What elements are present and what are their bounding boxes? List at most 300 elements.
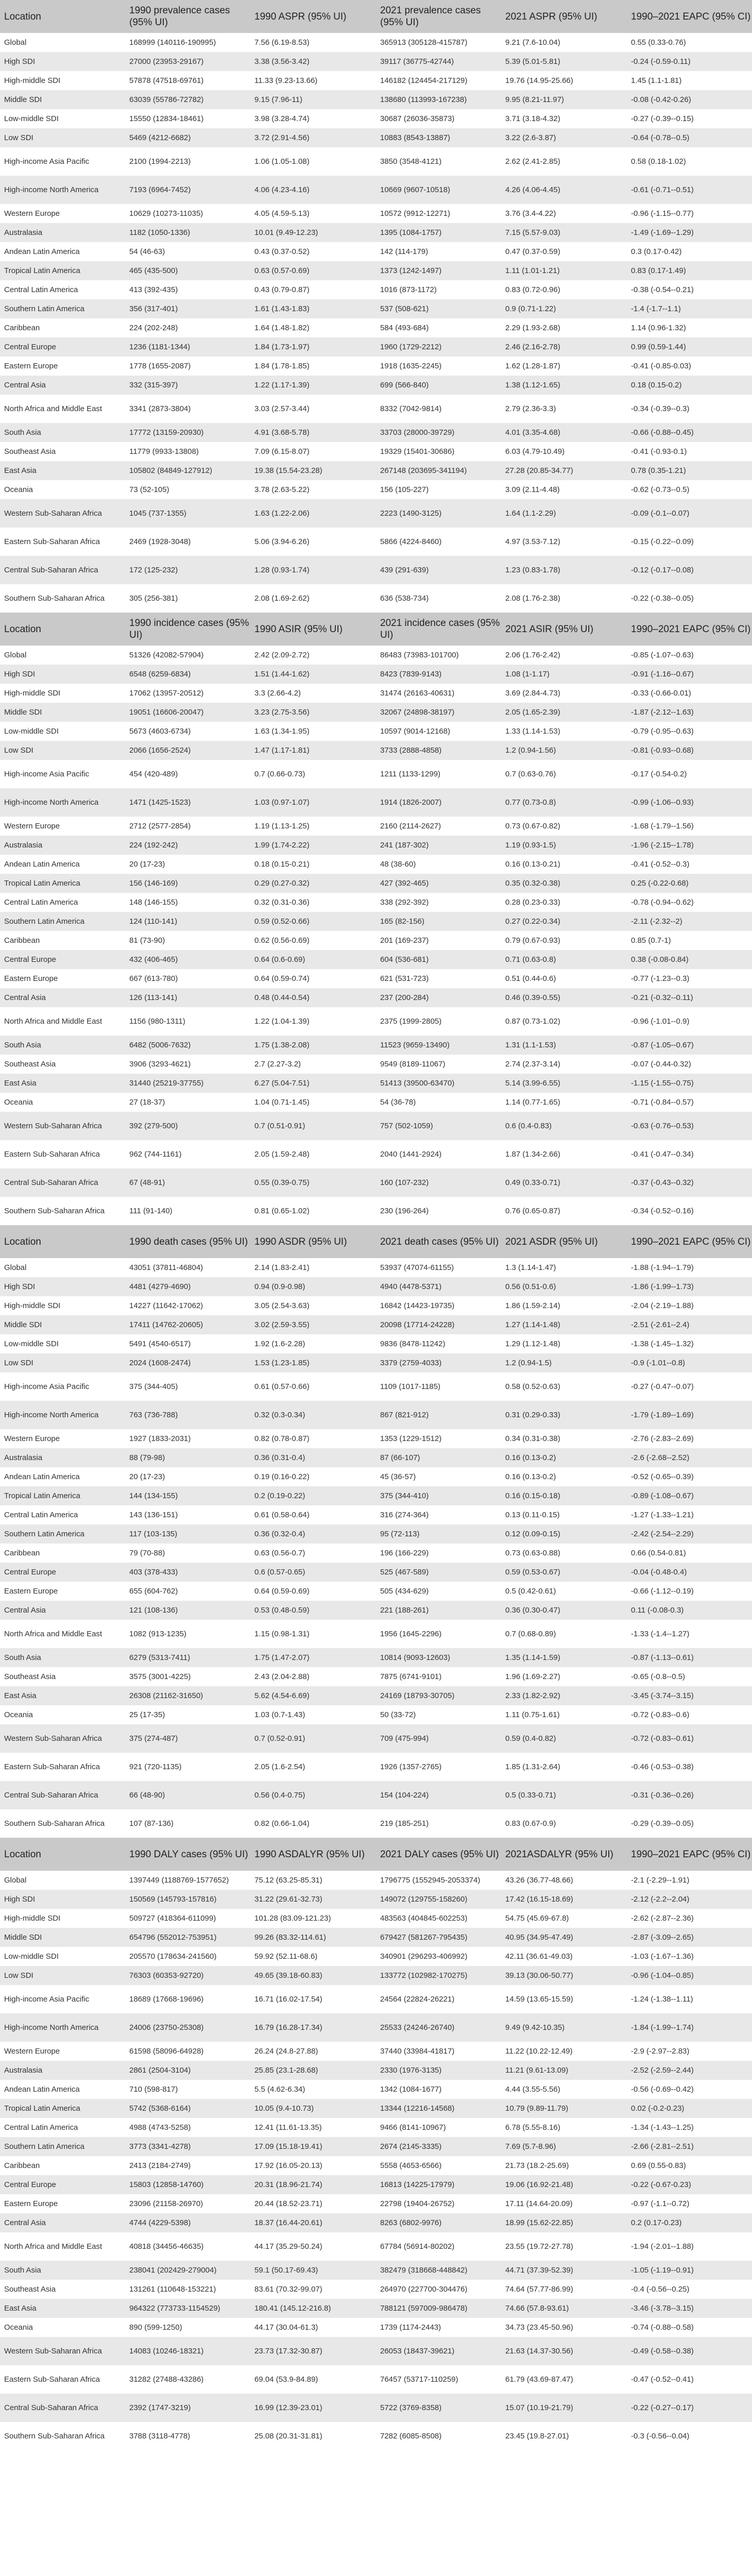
table-row — [0, 1036, 752, 1055]
value-cell: 180.41 (145.12-216.8) — [254, 2303, 331, 2313]
value-cell: 19329 (15401-30686) — [380, 447, 455, 456]
location-cell: Tropical Latin America — [4, 878, 80, 888]
value-cell: 0.81 (0.65-1.02) — [254, 1206, 310, 1215]
value-cell: 0.83 (0.72-0.96) — [505, 285, 560, 294]
value-cell: 1.11 (0.75-1.61) — [505, 1710, 560, 1719]
location-cell: Southern Latin America — [4, 304, 84, 313]
value-cell: 1.14 (0.77-1.65) — [505, 1097, 560, 1107]
location-cell: High SDI — [4, 1894, 36, 1904]
value-cell: 219 (185-251) — [380, 1819, 429, 1828]
value-cell: -0.81 (-0.93--0.68) — [631, 745, 694, 755]
value-cell: 15.07 (10.19-21.79) — [505, 2403, 573, 2412]
value-cell: 4.26 (4.06-4.45) — [505, 185, 560, 194]
location-cell: Southern Latin America — [4, 1529, 84, 1538]
value-cell: -0.34 (-0.39--0.3) — [631, 404, 690, 413]
value-cell: -0.27 (-0.39--0.15) — [631, 114, 694, 123]
value-cell: 1.2 (0.94-1.56) — [505, 745, 556, 755]
value-cell: 10883 (8543-13887) — [380, 133, 450, 142]
value-cell: 21.63 (14.37-30.56) — [505, 2346, 573, 2355]
location-cell: East Asia — [4, 2303, 37, 2313]
value-cell: 1926 (1357-2765) — [380, 1762, 442, 1771]
table-row — [0, 2137, 752, 2156]
value-cell: 1.45 (1.1-1.81) — [631, 76, 682, 85]
header-col-2021-cases: 2021 death cases (95% UI) — [380, 1236, 499, 1247]
value-cell: 2.33 (1.82-2.92) — [505, 1691, 560, 1700]
table-row — [0, 1947, 752, 1966]
value-cell: 6548 (6259-6834) — [129, 669, 191, 679]
value-cell: 3.05 (2.54-3.63) — [254, 1301, 310, 1310]
value-cell: 95 (72-113) — [380, 1529, 420, 1538]
table-row — [0, 760, 752, 788]
value-cell: 105802 (84849-127912) — [129, 466, 212, 475]
value-cell: 165 (82-156) — [380, 917, 424, 926]
value-cell: 0.32 (0.3-0.34) — [254, 1410, 305, 1419]
table-row — [0, 1334, 752, 1353]
value-cell: 126 (113-141) — [129, 993, 178, 1002]
value-cell: -0.96 (-1.15--0.77) — [631, 209, 694, 218]
value-cell: 757 (502-1059) — [380, 1121, 433, 1130]
header-col-eapc: 1990–2021 EAPC (95% CI) — [631, 1849, 751, 1860]
value-cell: 221 (188-261) — [380, 1605, 429, 1615]
value-cell: 24006 (23750-25308) — [129, 2023, 204, 2032]
value-cell: 241 (187-302) — [380, 840, 429, 850]
value-cell: -0.34 (-0.52--0.16) — [631, 1206, 694, 1215]
table-row — [0, 1074, 752, 1093]
location-cell: Low SDI — [4, 133, 33, 142]
table-row — [0, 1724, 752, 1753]
table-row — [0, 2394, 752, 2422]
value-cell: -0.99 (-1.06--0.93) — [631, 798, 694, 807]
value-cell: 788121 (597009-986478) — [380, 2303, 468, 2313]
value-cell: -2.9 (-2.97--2.83) — [631, 2046, 690, 2056]
table-row — [0, 2080, 752, 2099]
value-cell: 81 (73-90) — [129, 936, 165, 945]
value-cell: 224 (192-242) — [129, 840, 178, 850]
value-cell: 51413 (39500-63470) — [380, 1078, 455, 1088]
value-cell: 0.7 (0.63-0.76) — [505, 769, 556, 778]
value-cell: 1927 (1833-2031) — [129, 1434, 191, 1443]
location-cell: Caribbean — [4, 2161, 40, 2170]
location-cell: High-middle SDI — [4, 1913, 61, 1923]
value-cell: -0.97 (-1.1--0.72) — [631, 2199, 690, 2208]
table-row — [0, 1315, 752, 1334]
value-cell: 26.24 (24.8-27.88) — [254, 2046, 318, 2056]
location-cell: High SDI — [4, 57, 36, 66]
value-cell: 2.46 (2.16-2.78) — [505, 342, 560, 351]
value-cell: 5866 (4224-8460) — [380, 537, 442, 546]
value-cell: 1.22 (1.04-1.39) — [254, 1016, 310, 1026]
value-cell: -0.87 (-1.13--0.61) — [631, 1653, 694, 1662]
value-cell: 138680 (113993-167238) — [380, 95, 467, 104]
value-cell: 375 (274-487) — [129, 1734, 178, 1743]
value-cell: 0.43 (0.79-0.87) — [254, 285, 310, 294]
table-row — [0, 950, 752, 969]
table-row — [0, 1353, 752, 1372]
value-cell: 1.08 (1-1.17) — [505, 669, 550, 679]
value-cell: 2.79 (2.36-3.3) — [505, 404, 556, 413]
value-cell: 75.12 (63.25-85.31) — [254, 1875, 322, 1885]
table-row — [0, 1055, 752, 1074]
location-cell: Central Sub-Saharan Africa — [4, 565, 98, 574]
value-cell: 0.94 (0.9-0.98) — [254, 1282, 305, 1291]
value-cell: 338 (292-392) — [380, 897, 429, 907]
location-cell: South Asia — [4, 1653, 41, 1662]
value-cell: 48 (38-60) — [380, 859, 416, 869]
value-cell: 0.59 (0.53-0.67) — [505, 1567, 560, 1577]
value-cell: 1471 (1425-1523) — [129, 798, 191, 807]
value-cell: 0.55 (0.39-0.75) — [254, 1178, 310, 1187]
value-cell: 0.58 (0.52-0.63) — [505, 1382, 560, 1391]
value-cell: 0.25 (-0.22-0.68) — [631, 878, 689, 888]
location-cell: Southeast Asia — [4, 447, 56, 456]
value-cell: 0.99 (0.59-1.44) — [631, 342, 686, 351]
value-cell: 5469 (4212-6682) — [129, 133, 191, 142]
value-cell: 16842 (14423-19735) — [380, 1301, 455, 1310]
value-cell: 2.06 (1.76-2.42) — [505, 650, 560, 659]
location-cell: Eastern Sub-Saharan Africa — [4, 1762, 100, 1771]
location-cell: Oceania — [4, 485, 33, 494]
value-cell: 1182 (1050-1336) — [129, 228, 191, 237]
table-row — [0, 176, 752, 204]
location-cell: Central Asia — [4, 1605, 46, 1615]
value-cell: 2.42 (2.09-2.72) — [254, 650, 310, 659]
value-cell: 1960 (1729-2212) — [380, 342, 442, 351]
value-cell: 12.41 (11.61-13.35) — [254, 2123, 322, 2132]
value-cell: -0.62 (-0.73--0.5) — [631, 485, 690, 494]
value-cell: 1.85 (1.31-2.64) — [505, 1762, 560, 1771]
value-cell: 4.97 (3.53-7.12) — [505, 537, 560, 546]
value-cell: -1.94 (-2.01--1.88) — [631, 2242, 694, 2251]
value-cell: 655 (604-762) — [129, 1586, 178, 1596]
value-cell: 0.49 (0.33-0.71) — [505, 1178, 560, 1187]
value-cell: 146182 (124454-217129) — [380, 76, 468, 85]
value-cell: 1914 (1826-2007) — [380, 798, 442, 807]
value-cell: 18.37 (16.44-20.61) — [254, 2218, 322, 2227]
location-cell: East Asia — [4, 1078, 37, 1088]
value-cell: 375 (344-405) — [129, 1382, 178, 1391]
value-cell: 86483 (73983-101700) — [380, 650, 459, 659]
value-cell: 0.73 (0.67-0.82) — [505, 821, 560, 831]
value-cell: 1.03 (0.7-1.43) — [254, 1710, 305, 1719]
table-row — [0, 1648, 752, 1667]
value-cell: 67 (48-91) — [129, 1178, 165, 1187]
value-cell: 0.36 (0.30-0.47) — [505, 1605, 560, 1615]
value-cell: -0.3 (-0.56--0.04) — [631, 2431, 690, 2441]
table-row — [0, 1258, 752, 1277]
value-cell: 2.05 (1.65-2.39) — [505, 707, 560, 717]
value-cell: 0.56 (0.4-0.75) — [254, 1790, 305, 1800]
value-cell: 1.63 (1.22-2.06) — [254, 509, 310, 518]
value-cell: -2.6 (-2.68--2.52) — [631, 1453, 690, 1462]
value-cell: 1.92 (1.6-2.28) — [254, 1339, 305, 1348]
value-cell: 17.42 (16.15-18.69) — [505, 1894, 573, 1904]
value-cell: 2100 (1994-2213) — [129, 157, 191, 166]
value-cell: 0.83 (0.17-1.49) — [631, 266, 686, 275]
value-cell: 1082 (913-1235) — [129, 1629, 186, 1638]
value-cell: 44.71 (37.39-52.39) — [505, 2265, 573, 2275]
value-cell: 1.35 (1.14-1.59) — [505, 1653, 560, 1662]
table-row — [0, 2280, 752, 2299]
table-row — [0, 1601, 752, 1620]
section-header-row — [0, 1838, 752, 1871]
value-cell: 1373 (1242-1497) — [380, 266, 442, 275]
value-cell: 1796775 (1552945-2053374) — [380, 1875, 481, 1885]
value-cell: 172 (125-232) — [129, 565, 178, 574]
location-cell: Low-middle SDI — [4, 726, 59, 736]
value-cell: 10.05 (9.4-10.73) — [254, 2104, 314, 2113]
value-cell: -0.41 (-0.85-0.03) — [631, 361, 691, 370]
value-cell: 0.35 (0.32-0.38) — [505, 878, 560, 888]
value-cell: 2861 (2504-3104) — [129, 2065, 191, 2075]
value-cell: 0.7 (0.68-0.89) — [505, 1629, 556, 1638]
value-cell: 59.92 (52.11-68.6) — [254, 1952, 318, 1961]
value-cell: 375 (344-410) — [380, 1491, 429, 1500]
value-cell: 10814 (9093-12603) — [380, 1653, 450, 1662]
value-cell: -2.51 (-2.61--2.4) — [631, 1320, 690, 1329]
value-cell: 83.61 (70.32-99.07) — [254, 2284, 322, 2294]
value-cell: 11.33 (9.23-13.66) — [254, 76, 318, 85]
value-cell: -1.4 (-1.7--1.1) — [631, 304, 681, 313]
location-cell: Eastern Europe — [4, 2199, 58, 2208]
value-cell: -0.96 (-1.04--0.85) — [631, 1971, 694, 1980]
value-cell: 709 (475-994) — [380, 1734, 429, 1743]
value-cell: 37440 (33984-41817) — [380, 2046, 455, 2056]
value-cell: 2.74 (2.37-3.14) — [505, 1059, 560, 1069]
value-cell: 1.87 (1.34-2.66) — [505, 1149, 560, 1159]
location-cell: Central Sub-Saharan Africa — [4, 1790, 98, 1800]
value-cell: 4744 (4229-5398) — [129, 2218, 191, 2227]
location-cell: Central Latin America — [4, 897, 78, 907]
location-cell: Low SDI — [4, 1358, 33, 1367]
value-cell: 1.84 (1.78-1.85) — [254, 361, 310, 370]
table-row — [0, 33, 752, 52]
value-cell: 1.53 (1.23-1.85) — [254, 1358, 310, 1367]
header-col-eapc: 1990–2021 EAPC (95% CI) — [631, 623, 751, 635]
value-cell: -0.31 (-0.36--0.26) — [631, 1790, 694, 1800]
table-row — [0, 722, 752, 741]
location-cell: Central Asia — [4, 2218, 46, 2227]
value-cell: 0.7 (0.52-0.91) — [254, 1734, 305, 1743]
table-row — [0, 855, 752, 874]
value-cell: -0.15 (-0.22--0.09) — [631, 537, 694, 546]
table-row — [0, 1781, 752, 1809]
location-cell: Central Latin America — [4, 1510, 78, 1519]
value-cell: 699 (566-840) — [380, 380, 429, 389]
value-cell: -0.24 (-0.59-0.11) — [631, 57, 691, 66]
value-cell: 1156 (980-1311) — [129, 1016, 185, 1026]
table-row — [0, 665, 752, 684]
location-cell: Global — [4, 38, 27, 47]
header-col-eapc: 1990–2021 EAPC (95% CI) — [631, 1236, 751, 1247]
value-cell: 7193 (6964-7452) — [129, 185, 191, 194]
value-cell: 27000 (23953-29167) — [129, 57, 204, 66]
value-cell: 224 (202-248) — [129, 323, 178, 332]
table-row — [0, 1168, 752, 1197]
location-cell: Global — [4, 1875, 27, 1885]
value-cell: 4.01 (3.35-4.68) — [505, 428, 560, 437]
table-row — [0, 2013, 752, 2042]
location-cell: Middle SDI — [4, 707, 42, 717]
value-cell: 15550 (12834-18461) — [129, 114, 204, 123]
value-cell: 0.71 (0.63-0.8) — [505, 955, 556, 964]
value-cell: 2392 (1747-3219) — [129, 2403, 191, 2412]
value-cell: 365913 (305128-415787) — [380, 38, 468, 47]
value-cell: 121 (108-136) — [129, 1605, 178, 1615]
value-cell: 1.33 (1.14-1.53) — [505, 726, 560, 736]
location-cell: High-middle SDI — [4, 1301, 61, 1310]
value-cell: -2.66 (-2.81--2.51) — [631, 2142, 694, 2151]
table-row — [0, 52, 752, 71]
table-row — [0, 1544, 752, 1563]
value-cell: 7.15 (5.57-9.03) — [505, 228, 560, 237]
location-cell: High-income North America — [4, 798, 99, 807]
value-cell: 2330 (1976-3135) — [380, 2065, 442, 2075]
value-cell: 1956 (1645-2296) — [380, 1629, 442, 1638]
value-cell: 0.63 (0.56-0.7) — [254, 1548, 305, 1557]
table-row — [0, 2337, 752, 2365]
value-cell: 10597 (9014-12168) — [380, 726, 450, 736]
location-cell: Western Sub-Saharan Africa — [4, 509, 102, 518]
value-cell: 0.9 (0.71-1.22) — [505, 304, 556, 313]
location-cell: Andean Latin America — [4, 2084, 80, 2094]
table-row — [0, 1486, 752, 1505]
value-cell: -0.41 (-0.47--0.34) — [631, 1149, 694, 1159]
table-row — [0, 1985, 752, 2013]
location-cell: Southeast Asia — [4, 2284, 56, 2294]
table-row — [0, 1966, 752, 1985]
value-cell: -0.89 (-1.08--0.67) — [631, 1491, 694, 1500]
table-row — [0, 1296, 752, 1315]
value-cell: 0.16 (0.13-0.2) — [505, 1472, 556, 1481]
value-cell: 2.05 (1.59-2.48) — [254, 1149, 310, 1159]
value-cell: 7.56 (6.19-8.53) — [254, 38, 310, 47]
header-col-1990-cases: 1990 death cases (95% UI) — [129, 1236, 248, 1247]
value-cell: 54.75 (45.69-67.8) — [505, 1913, 569, 1923]
table-row — [0, 1140, 752, 1168]
value-cell: 1.03 (0.97-1.07) — [254, 798, 310, 807]
value-cell: 99.26 (83.32-114.61) — [254, 1933, 326, 1942]
table-row — [0, 461, 752, 480]
location-cell: Low-middle SDI — [4, 1952, 59, 1961]
value-cell: 3.76 (3.4-4.22) — [505, 209, 556, 218]
value-cell: -2.11 (-2.32--2) — [631, 917, 682, 926]
value-cell: 0.28 (0.23-0.33) — [505, 897, 560, 907]
location-cell: Low SDI — [4, 745, 33, 755]
value-cell: 8423 (7839-9143) — [380, 669, 442, 679]
value-cell: 18689 (17668-19696) — [129, 1994, 204, 2004]
value-cell: -0.17 (-0.54-0.2) — [631, 769, 687, 778]
value-cell: 0.11 (-0.08-0.3) — [631, 1605, 684, 1615]
value-cell: 10669 (9607-10518) — [380, 185, 450, 194]
value-cell: -0.56 (-0.69--0.42) — [631, 2084, 694, 2094]
location-cell: Caribbean — [4, 936, 40, 945]
value-cell: 3773 (3341-4278) — [129, 2142, 191, 2151]
value-cell: -0.08 (-0.42-0.26) — [631, 95, 691, 104]
value-cell: 18.99 (15.62-22.85) — [505, 2218, 573, 2227]
header-col-1990-rate: 1990 ASDALYR (95% UI) — [254, 1849, 365, 1860]
header-col-2021-rate: 2021ASDALYR (95% UI) — [505, 1849, 613, 1860]
location-cell: Australasia — [4, 1453, 43, 1462]
value-cell: 1.15 (0.98-1.31) — [254, 1629, 310, 1638]
value-cell: 3.71 (3.18-4.32) — [505, 114, 560, 123]
location-cell: Global — [4, 1263, 27, 1272]
value-cell: 2040 (1441-2924) — [380, 1149, 442, 1159]
value-cell: 205570 (178634-241560) — [129, 1952, 217, 1961]
value-cell: 2223 (1490-3125) — [380, 509, 442, 518]
value-cell: -0.4 (-0.56--0.25) — [631, 2284, 690, 2294]
table-row — [0, 480, 752, 499]
value-cell: 149072 (129755-158260) — [380, 1894, 468, 1904]
value-cell: -1.38 (-1.45--1.32) — [631, 1339, 694, 1348]
value-cell: 0.31 (0.29-0.33) — [505, 1410, 560, 1419]
table-row — [0, 817, 752, 836]
location-cell: East Asia — [4, 466, 37, 475]
value-cell: 3341 (2873-3804) — [129, 404, 191, 413]
table-row — [0, 2318, 752, 2337]
value-cell: 11.21 (9.61-13.09) — [505, 2065, 569, 2075]
value-cell: 1045 (737-1355) — [129, 509, 186, 518]
value-cell: -0.46 (-0.53--0.38) — [631, 1762, 694, 1771]
value-cell: 107 (87-136) — [129, 1819, 174, 1828]
table-row — [0, 242, 752, 261]
value-cell: 0.36 (0.32-0.4) — [254, 1529, 305, 1538]
location-cell: High SDI — [4, 669, 36, 679]
header-col-1990-cases: 1990 prevalence cases (95% UI) — [129, 5, 230, 28]
value-cell: 1.3 (1.14-1.47) — [505, 1263, 556, 1272]
table-row — [0, 1705, 752, 1724]
location-cell: North Africa and Middle East — [4, 2242, 102, 2251]
value-cell: 74.64 (57.77-86.99) — [505, 2284, 573, 2294]
value-cell: -1.96 (-2.15--1.78) — [631, 840, 694, 850]
table-row — [0, 1372, 752, 1401]
value-cell: 19.38 (15.54-23.28) — [254, 466, 322, 475]
value-cell: 0.58 (0.18-1.02) — [631, 157, 686, 166]
value-cell: 40818 (34456-46635) — [129, 2242, 204, 2251]
value-cell: 25.08 (20.31-31.81) — [254, 2431, 322, 2441]
value-cell: 340901 (296293-406992) — [380, 1952, 468, 1961]
table-row — [0, 1429, 752, 1448]
value-cell: -0.07 (-0.44-0.32) — [631, 1059, 691, 1069]
value-cell: 67784 (56914-80202) — [380, 2242, 455, 2251]
value-cell: 2375 (1999-2805) — [380, 1016, 442, 1026]
value-cell: 16813 (14225-17979) — [380, 2180, 455, 2189]
value-cell: 3379 (2759-4033) — [380, 1358, 442, 1367]
value-cell: 0.27 (0.22-0.34) — [505, 917, 560, 926]
value-cell: 11523 (9659-13490) — [380, 1040, 450, 1049]
value-cell: 505 (434-629) — [380, 1586, 429, 1596]
value-cell: 17.11 (14.64-20.09) — [505, 2199, 573, 2208]
value-cell: 5.06 (3.94-6.26) — [254, 537, 310, 546]
value-cell: 0.16 (0.13-0.2) — [505, 1453, 556, 1462]
header-col-2021-cases: 2021 DALY cases (95% UI) — [380, 1849, 499, 1860]
value-cell: 1.28 (0.93-1.74) — [254, 565, 310, 574]
location-cell: Central Europe — [4, 342, 56, 351]
value-cell: 4940 (4478-5371) — [380, 1282, 442, 1291]
value-cell: 3.78 (2.63-5.22) — [254, 485, 310, 494]
value-cell: 168999 (140116-190995) — [129, 38, 216, 47]
value-cell: 19.76 (14.95-25.66) — [505, 76, 573, 85]
value-cell: 23.45 (19.8-27.01) — [505, 2431, 569, 2441]
value-cell: 465 (435-500) — [129, 266, 178, 275]
value-cell: 21.73 (18.2-25.69) — [505, 2161, 569, 2170]
value-cell: 525 (467-589) — [380, 1567, 429, 1577]
table-row — [0, 128, 752, 147]
table-row — [0, 261, 752, 280]
value-cell: 964322 (773733-1154529) — [129, 2303, 220, 2313]
value-cell: 17411 (14762-20605) — [129, 1320, 203, 1329]
value-cell: 1.2 (0.94-1.5) — [505, 1358, 552, 1367]
value-cell: 14.59 (13.65-15.59) — [505, 1994, 573, 2004]
